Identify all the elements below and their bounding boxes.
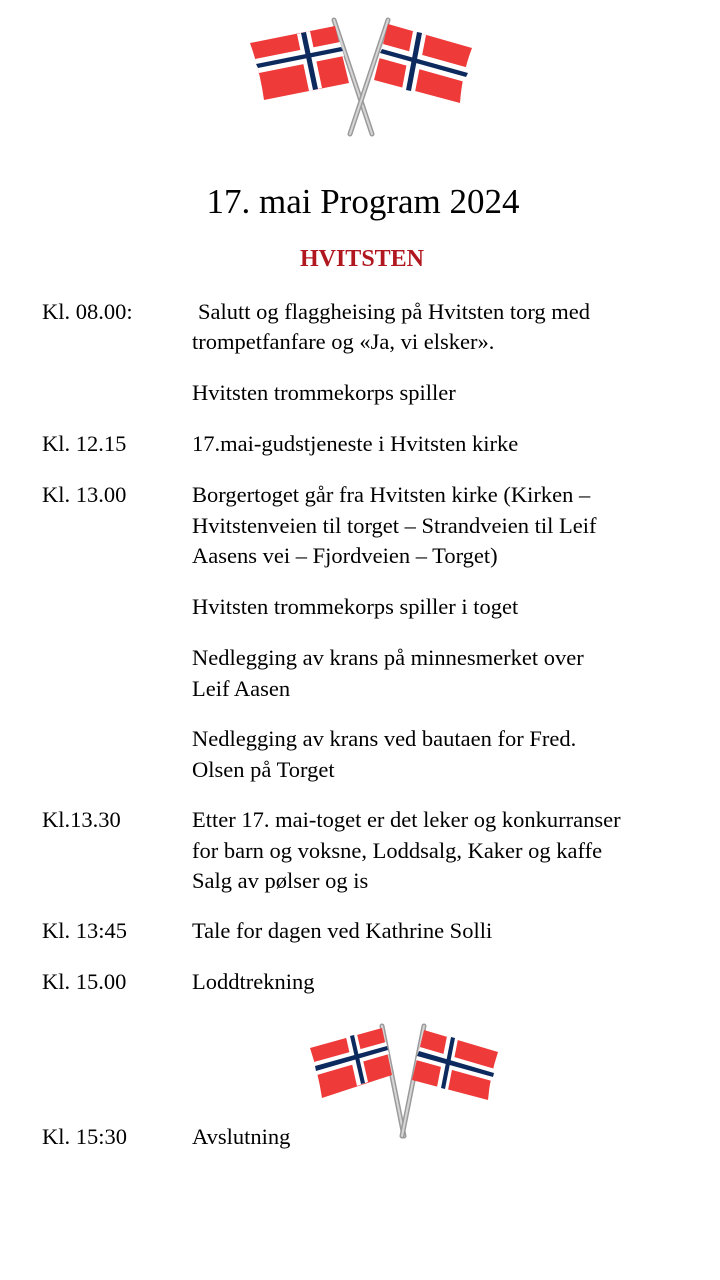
schedule-description [192, 805, 692, 897]
flag-right [402, 1026, 498, 1136]
description-line: Salutt og flaggheising på Hvitsten torg med [198, 299, 591, 324]
description-line: Aasens vei – Fjordveien – Torget) [192, 543, 498, 568]
schedule-time: Kl. 12.15 [42, 431, 127, 456]
schedule-description [192, 327, 692, 358]
crossed-norwegian-flags-icon [248, 16, 474, 138]
schedule-description [192, 724, 692, 785]
description-line: Salg av pølser og is [192, 868, 369, 893]
schedule-description [192, 967, 692, 998]
schedule-time: Kl.13.30 [42, 807, 121, 832]
schedule-time: Kl. 13.00 [42, 482, 127, 507]
schedule-time: Kl. 15:30 [42, 1124, 128, 1149]
schedule-description [192, 429, 692, 460]
schedule-time: Kl. 15.00 [42, 969, 127, 994]
description-line: trompetfanfare og «Ja, vi elsker». [192, 329, 495, 354]
description-line: Hvitsten trommekorps spiller i toget [192, 594, 519, 619]
description-line: Olsen på Torget [192, 756, 335, 782]
page-title: 17. mai Program 2024 [206, 182, 520, 221]
schedule-description [192, 378, 692, 409]
schedule-description [192, 916, 692, 947]
schedule-description [192, 643, 692, 704]
schedule-time: Kl. 13:45 [42, 918, 128, 943]
description-line: Borgertoget går fra Hvitsten kirke (Kirken – [192, 482, 591, 507]
description-line: Nedlegging av krans på minnesmerket over [192, 645, 584, 670]
description-line: Leif Aasen [192, 675, 291, 701]
location-heading: HVITSTEN [299, 246, 425, 272]
flag-left [310, 1026, 404, 1136]
crossed-norwegian-flags-icon [308, 1020, 500, 1142]
schedule-description [192, 592, 692, 623]
description-line: Hvitsten trommekorps spiller [192, 380, 456, 405]
schedule-description [192, 480, 692, 572]
description-line: Hvitstenveien til torget – Strandveien til Leif [192, 512, 597, 538]
schedule-time: Kl. 08.00: [42, 299, 133, 324]
description-line: Etter 17. mai-toget er det leker og konkurranser [192, 807, 621, 832]
description-line: Loddtrekning [192, 969, 315, 994]
description-line: Nedlegging av krans ved bautaen for Fred. [192, 726, 577, 751]
description-line: Avslutning [192, 1124, 291, 1149]
description-line: for barn og voksne, Loddsalg, Kaker og kaffe [192, 837, 603, 863]
description-line: Tale for dagen ved Kathrine Solli [192, 918, 493, 943]
description-line: 17.mai-gudstjeneste i Hvitsten kirke [192, 431, 519, 456]
schedule-description [198, 297, 698, 328]
